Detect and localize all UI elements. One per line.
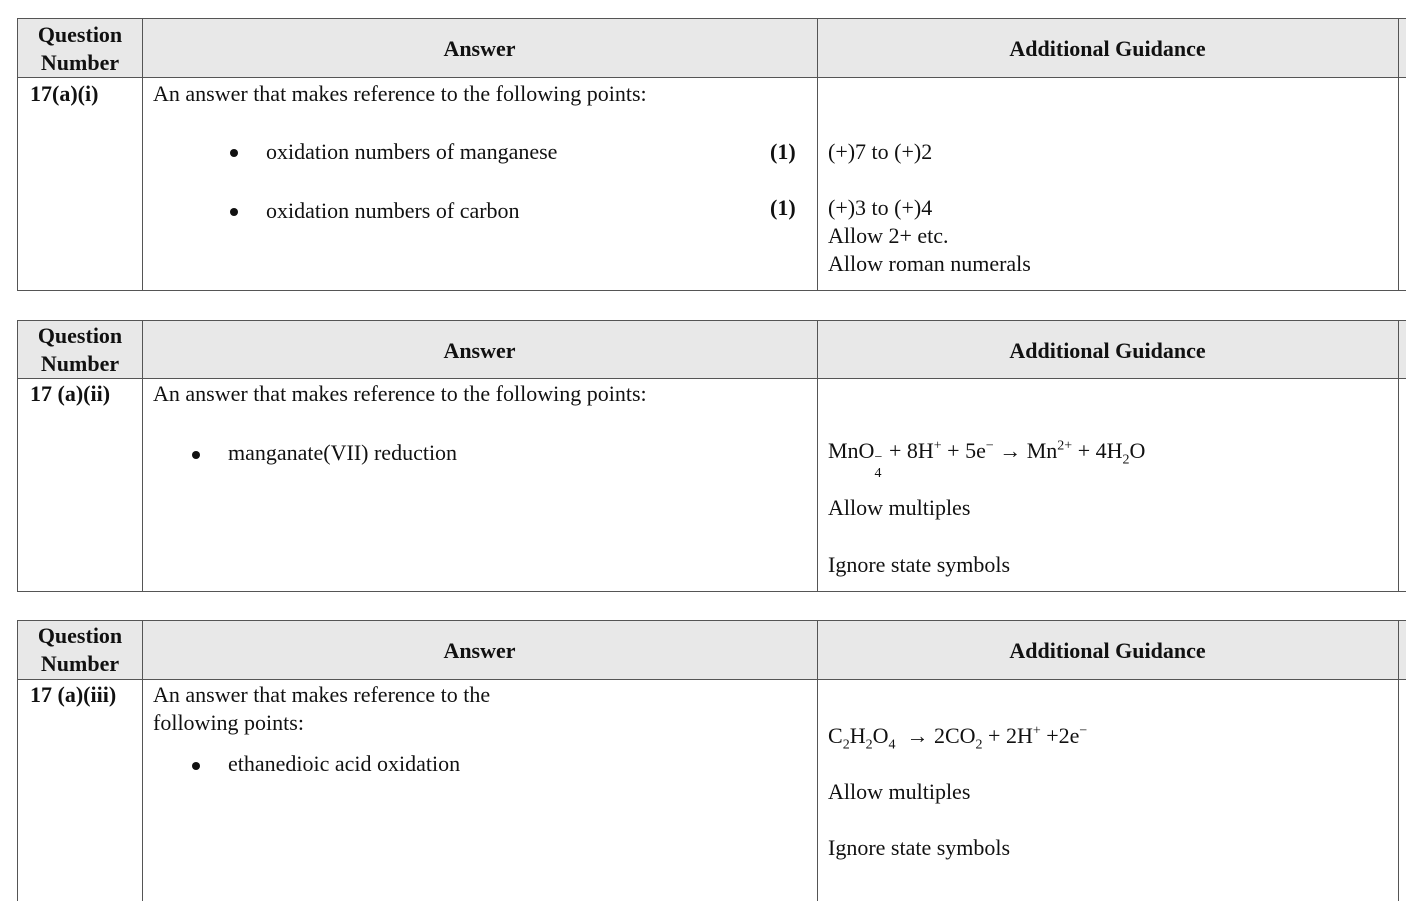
guidance-text: Ignore state symbols [828, 552, 1011, 577]
question-number-header: Question Number [37, 323, 123, 376]
question-number: 17(a)(i) [30, 81, 99, 106]
answer-point: ethanedioic acid oxidation [228, 751, 461, 776]
bullet-icon [192, 762, 200, 770]
mark-scheme-table-17ai [17, 18, 1406, 291]
answer-point: oxidation numbers of manganese [266, 139, 558, 164]
question-number-header: Question Number [37, 22, 123, 75]
half-equation: MnO − 4 + $8H^+ + 5e^- \to Mn^{2+} + 4H_2O$ [828, 438, 1146, 481]
question-number: 17 (a)(iii) [30, 682, 117, 707]
guidance-header: Additional Guidance [1009, 638, 1206, 663]
guidance-text: (+)3 to (+)4 Allow 2+ etc. Allow roman numerals [828, 195, 1031, 276]
question-number-header: Question Number [37, 623, 123, 676]
guidance-text: Allow multiples [828, 779, 971, 804]
mark: (1) [770, 195, 796, 220]
guidance-header: Additional Guidance [1009, 36, 1206, 61]
guidance-text: Ignore state symbols [828, 835, 1011, 860]
guidance-text: Allow multiples [828, 495, 971, 520]
guidance-header: Additional Guidance [1009, 338, 1206, 363]
answer-intro: An answer that makes reference to the following points: [153, 682, 491, 735]
answer-header: Answer [443, 36, 516, 61]
mark-scheme-table-17aiii [17, 620, 1406, 901]
answer-header: Answer [443, 638, 516, 663]
answer-header: Answer [443, 338, 516, 363]
mark: (1) [770, 139, 796, 164]
bullet-icon [192, 451, 200, 459]
half-equation: $C_2H_2O_4 \to 2CO_2 + 2H^+ +2e^-$ [828, 723, 1088, 753]
answer-point: manganate(VII) reduction [228, 440, 458, 465]
question-number: 17 (a)(ii) [30, 381, 111, 406]
answer-intro: An answer that makes reference to the following points: [153, 381, 647, 406]
guidance-text: (+)7 to (+)2 [828, 139, 933, 164]
bullet-icon [230, 149, 238, 157]
mark-scheme-table-17aii [17, 320, 1406, 592]
answer-point: oxidation numbers of carbon [266, 198, 520, 223]
bullet-icon [230, 208, 238, 216]
answer-intro: An answer that makes reference to the following points: [153, 81, 647, 106]
